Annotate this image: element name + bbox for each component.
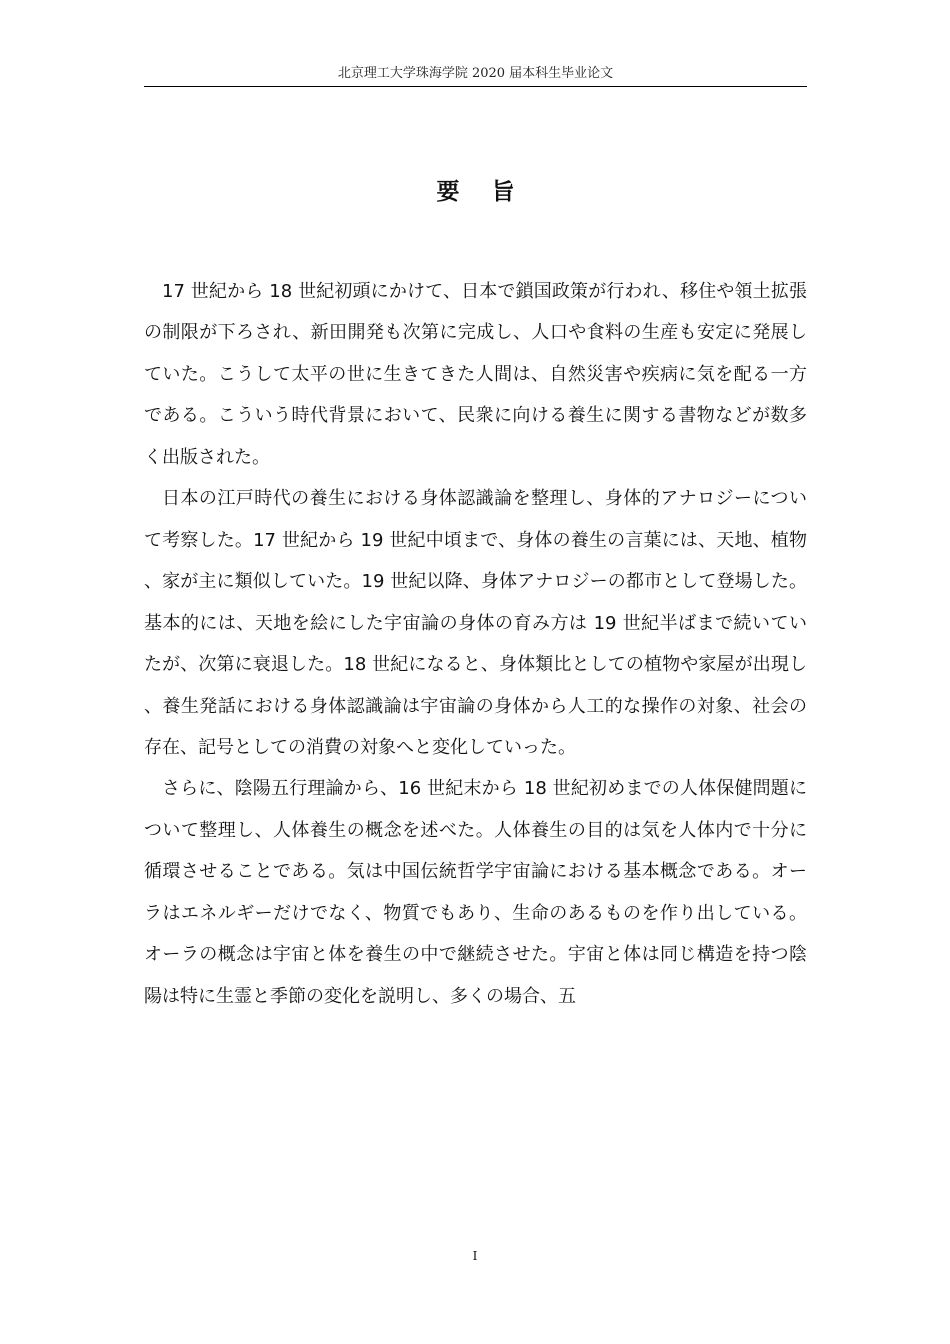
page-number: I — [472, 1249, 478, 1263]
abstract-body — [144, 271, 807, 1017]
page-title: 要 旨 — [436, 178, 527, 205]
paragraph-1: 17 世紀から 18 世紀初頭にかけて、日本で鎖国政策が行われ、移住や領土拡張の制限が下ろされ、新田開発も次第に完成し、人口や食料の生産も安定に発展していた。こうして太平の世に生きてきた人間は、自然災害や疾病に気を配る一方である。こういう時代背景において、民衆に向ける養生に関する書物などが数多く出版された。 — [144, 281, 807, 468]
page-header — [144, 64, 807, 87]
header-text: 北京理工大学珠海学院 2020 届本科生毕业论文 — [337, 66, 614, 81]
paragraph-3: さらに、陰陽五行理論から、16 世紀末から 18 世紀初めまでの人体保健問題について整理し、人体養生の概念を述べた。人体養生の目的は気を人体内で十分に循環させることである。気は中国伝統哲学宇宙論における基本概念である。オーラはエネルギーだけでなく、物質でもあり、生命のあるものを作り出している。オーラの概念は宇宙と体を養生の中で継続させた。宇宙と体は同じ構造を持つ陰陽は特に生霊と季節の変化を説明し、多くの場合、五 — [144, 778, 807, 1007]
paragraph-2: 日本の江戸時代の養生における身体認識論を整理し、身体的アナロジーについて考察した。17 世紀から 19 世紀中頃まで、身体の養生の言葉には、天地、植物、家が主に類似していた。19 世紀以降、身体アナロジーの都市として登場した。基本的には、天地を絵にした宇宙論の身体の育み方は 19 世紀半ばまで続いていたが、次第に衰退した。18 世紀になると、身体類比としての植物や家屋が出現し、養生発話における身体認識論は宇宙論の身体から人工的な操作の対象、社会の存在、記号としての消費の対象へと変化していった。 — [144, 488, 807, 758]
